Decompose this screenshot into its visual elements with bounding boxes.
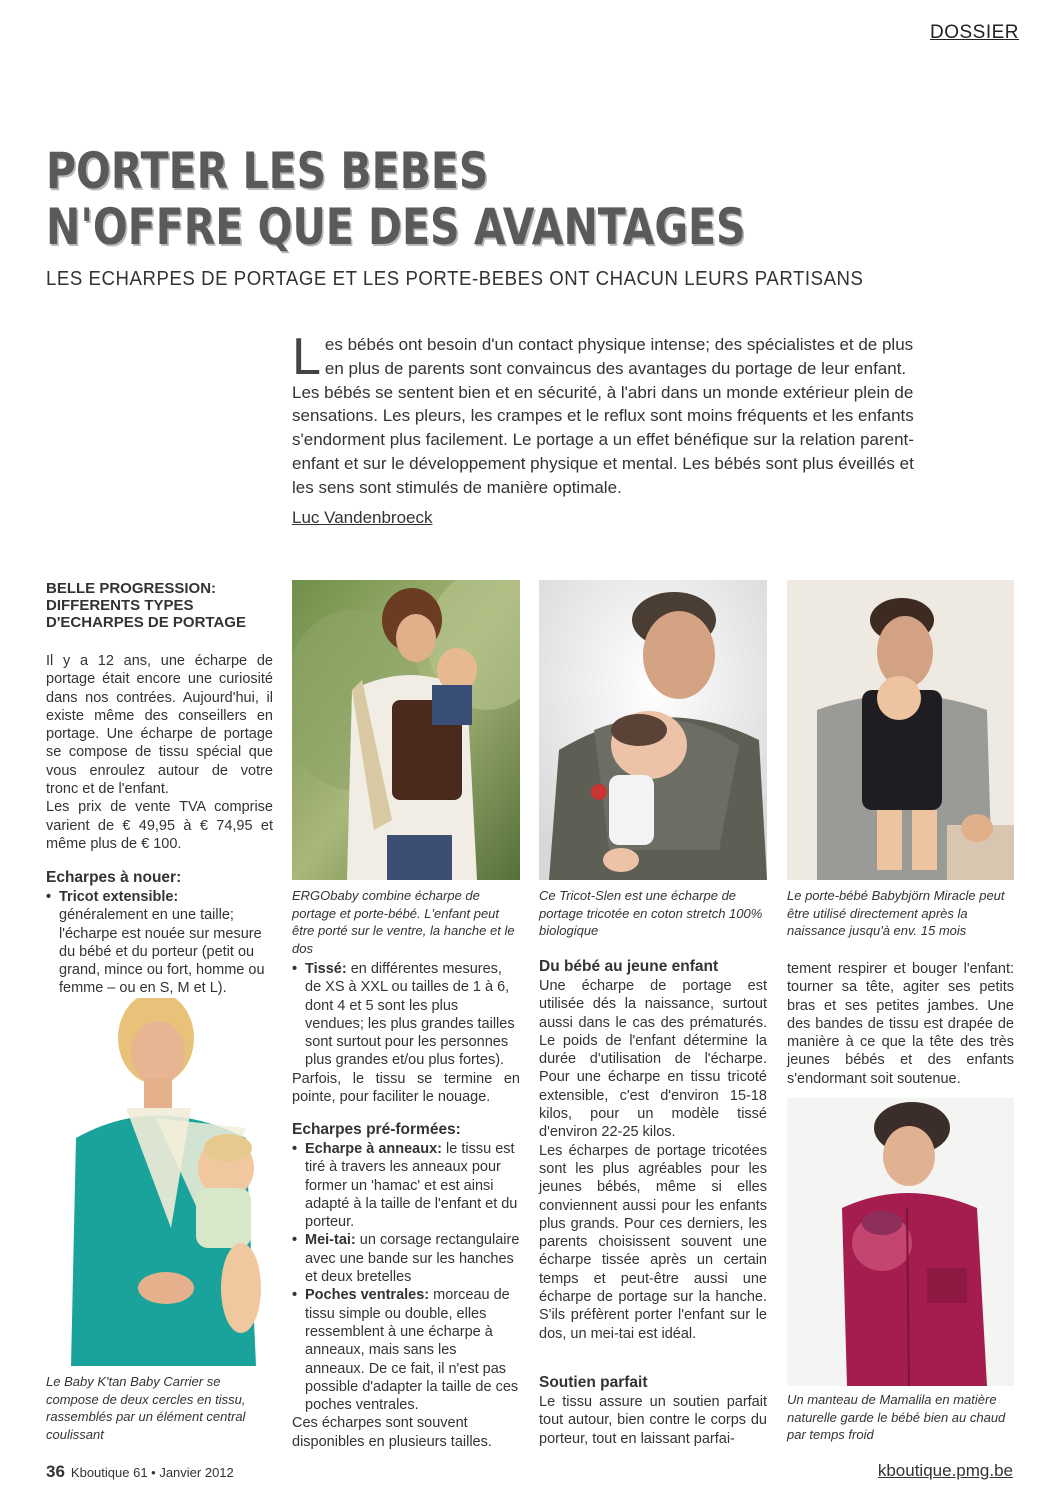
caption-ergobaby: ERGObaby combine écharpe de portage et porte-bébé. L'enfant peut être porté sur le ventre, la hanche et le dos <box>292 888 515 956</box>
col1-heading: BELLE PROGRESSION: DIFFERENTS TYPES D'ECHARPES DE PORTAGE <box>46 580 246 631</box>
col3-subheading-2: Soutien parfait <box>539 1374 648 1391</box>
col1-para-1: Il y a 12 ans, une écharpe de portage était encore une curiosité dans nos contrées. Aujourd'hui, il existe même des conseillers en portage. Une écharpe de portage se compose de tissu spécial que vous enroulez autour de votre tronc et de l'enfant. <box>46 653 273 798</box>
photo-tricot-slen <box>539 580 767 880</box>
photo-baby-ktan <box>46 998 274 1366</box>
intro-paragraph <box>292 328 932 500</box>
caption-tricot-slen: Ce Tricot-Slen est une écharpe de portage tricotée en coton stretch 100% biologique <box>539 888 763 938</box>
page-title <box>46 143 784 255</box>
col3-para-1: Une écharpe de portage est utilisée dés la naissance, surtout aussi dans le cas des prématurés. Le poids de l'enfant détermine la durée d'utilisation de l'écharpe. Pour une écharpe en tissu tricoté extensible, c'est d'environ 15-18 kilos, pour un modèle tissé d'environ 22-25 kilos. <box>539 978 767 1141</box>
bullet-text: morceau de tissu simple ou double, elles ressemblent à une écharpe à anneaux, mais sans les anneaux. De ce fait, il n'est pas possible d'adapter la taille de ces poches ventrales. <box>305 1287 519 1414</box>
bullet-label: Tissé: <box>305 961 347 977</box>
page-number: 36 <box>46 1462 65 1481</box>
title-line-2: N'OFFRE QUE DES AVANTAGES <box>46 198 746 256</box>
title-line-1: PORTER LES BEBES <box>46 142 489 200</box>
col1-body <box>46 652 273 853</box>
col2-para: Parfois, le tissu se termine en pointe, pour faciliter le nouage. <box>292 1070 520 1106</box>
bullet-dot: • <box>292 961 298 977</box>
photo-ergobaby <box>292 580 520 880</box>
col4-para: tement respirer et bouger l'enfant: tourner sa tête, agiter ses petits bras et ses petites jambes. Une des bandes de tissu est drapée de manière à ce que la tête des très jeunes bébés et des enfants s'endormant soit soutenue. <box>787 961 1014 1087</box>
col3-para-2: Les écharpes de portage tricotées sont les plus agréables pour les jeunes bébés, même si elles conviennent aussi pour les enfants plus grands. Pour ces derniers, les parents choisissent souvent une écharpe tissée après un certain temps et peut-être aussi une écharpe de portage sur la hanche. S'ils préfèrent porter l'enfant sur le dos, un mei-tai est idéal. <box>539 1142 767 1342</box>
bullet-dot: • <box>292 1141 298 1157</box>
bullet-label: Poches ventrales: <box>305 1287 430 1304</box>
bullet-text: généralement en une taille; l'écharpe est nouée sur mesure du bébé et du porteur (petit ou grand, mince ou fort, homme ou femme – ou en S, M et L). <box>59 907 265 997</box>
bullet-label: Mei-tai: <box>305 1232 356 1249</box>
col1-subheading: Echarpes à nouer: <box>46 869 182 886</box>
bullet-dot: • <box>292 1287 298 1304</box>
caption-baby-ktan: Le Baby K'tan Baby Carrier se compose de deux cercles en tissu, rassemblés par un élément central coulissant <box>46 1374 246 1442</box>
subtitle: LES ECHARPES DE PORTAGE ET LES PORTE-BEBES ONT CHACUN LEURS PARTISANS <box>46 268 864 290</box>
bullet-text: un corsage rectangulaire avec une bande sur les hanches et deux bretelles <box>305 1232 520 1286</box>
section-tag: DOSSIER <box>930 22 1020 43</box>
footer-left <box>46 1462 234 1482</box>
photo-tricot-slen-illustration <box>539 580 767 880</box>
col2-subheading: Echarpes pré-formées: <box>292 1121 461 1138</box>
author-name: Luc Vandenbroeck <box>292 508 433 527</box>
col3-para-3: Le tissu assure un soutien parfait tout autour, bien contre le corps du porteur, tout en laissant parfai- <box>539 1394 767 1447</box>
drop-cap: L <box>292 328 321 386</box>
photo-mamalila-illustration <box>787 1098 1014 1386</box>
intro-text: es bébés ont besoin d'un contact physique intense; des spécialistes et de plus en plus de parents sont convaincus des avantages du portage de leur enfant. Les bébés se sentent bien et en sécurité, à l'abri dans un monde extérieur plein de sensations. Les pleurs, les crampes et le reflux sont moins fréquents et les enfants s'endorment plus facilement. Le portage a un effet bénéfique sur la relation parent-enfant et sur le développement physique et mental. Les bébés sont plus éveillés et les sens sont stimulés de manière optimale. <box>292 335 914 497</box>
photo-mamalila <box>787 1098 1014 1386</box>
bullet-text: en différentes mesures, de XS à XXL ou tailles de 1 à 6, dont 4 et 5 sont les plus vendues; les plus grandes tailles sont surtout pour les personnes plus grandes et/ou plus fortes). <box>305 961 515 1069</box>
bullet-anneaux <box>292 1140 520 1231</box>
bullet-poches <box>292 1286 520 1414</box>
photo-ergobaby-illustration <box>292 580 520 880</box>
issue-info: Kboutique 61 • Janvier 2012 <box>70 1465 234 1480</box>
col3-subheading: Du bébé au jeune enfant <box>539 958 719 975</box>
bullet-tricot <box>46 888 266 998</box>
col2-list <box>292 1140 520 1451</box>
col3-body <box>539 977 767 1343</box>
website-link[interactable]: kboutique.pmg.be <box>877 1461 1013 1480</box>
col1-bullet <box>46 888 266 998</box>
col2-para-end: Ces écharpes sont souvent disponibles en plusieurs tailles. <box>292 1415 492 1450</box>
photo-baby-ktan-illustration <box>46 998 274 1366</box>
col1-para-2: Les prix de vente TVA comprise varient de € 49,95 à € 74,95 et même plus de € 100. <box>46 799 273 852</box>
photo-babybjorn <box>787 580 1014 880</box>
caption-babybjorn: Le porte-bébé Babybjörn Miracle peut être utilisé directement après la naissance jusqu'à env. 15 mois <box>787 888 1005 938</box>
photo-babybjorn-illustration <box>787 580 1014 880</box>
bullet-meitai <box>292 1231 520 1286</box>
bullet-tisse <box>292 960 520 1070</box>
col2-body <box>292 960 520 1106</box>
bullet-label: Echarpe à anneaux: <box>305 1141 442 1157</box>
bullet-dot: • <box>292 1232 298 1249</box>
bullet-text: le tissu est tiré à travers les anneaux pour former un 'hamac' et est ainsi adapté à la taille de l'enfant et du porteur. <box>305 1141 518 1231</box>
caption-mamalila: Un manteau de Mamalila en matière naturelle garde le bébé bien au chaud par temps froid <box>787 1392 1006 1442</box>
bullet-dot: • <box>46 889 52 905</box>
bullet-label: Tricot extensible: <box>59 889 179 905</box>
